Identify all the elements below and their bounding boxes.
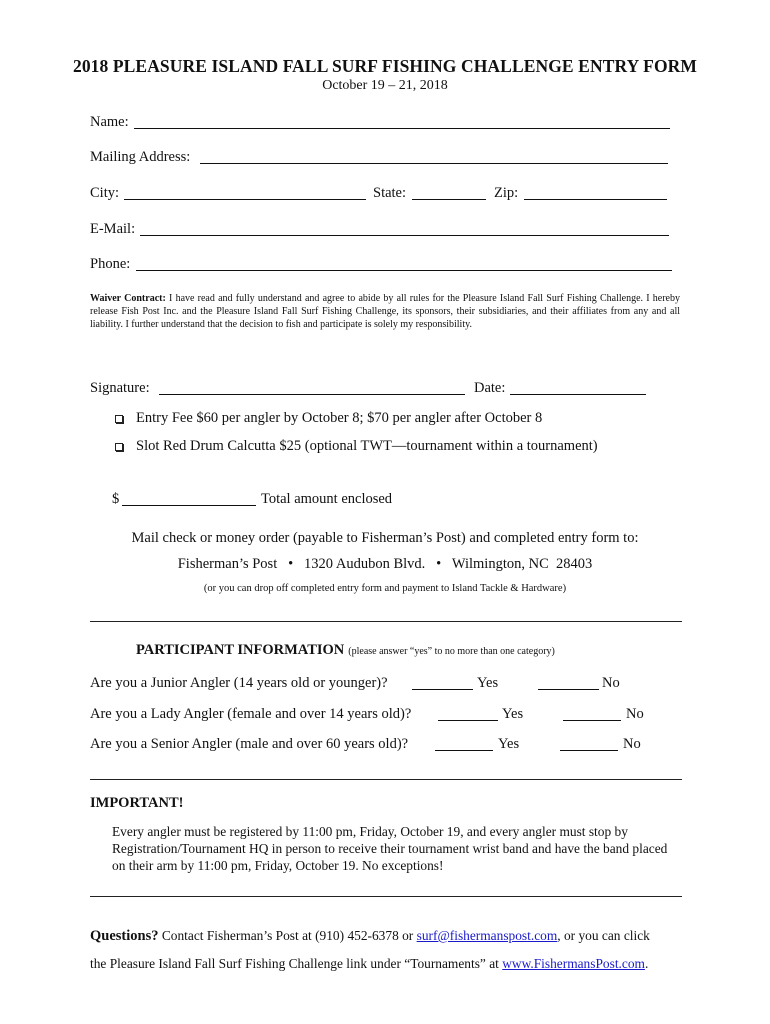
city-field[interactable] — [124, 199, 366, 200]
waiver-label: Waiver Contract: — [90, 293, 166, 304]
questions-text-2: , or you can click — [557, 928, 650, 943]
senior-no-field[interactable] — [560, 750, 618, 751]
email-label: E-Mail: — [90, 221, 136, 237]
signature-field[interactable] — [159, 394, 465, 395]
event-dates: October 19 – 21, 2018 — [322, 78, 448, 93]
city-label: City: — [90, 185, 120, 201]
waiver-contract — [90, 292, 680, 332]
senior-no-label: No — [623, 736, 641, 752]
senior-yes-label: Yes — [498, 736, 520, 752]
calcutta-label: Slot Red Drum Calcutta $25 (optional TWT—tournament within a tournament) — [136, 438, 598, 454]
total-dollar-sign: $ — [112, 491, 120, 507]
entry-fee-label: Entry Fee $60 per angler by October 8; $70 per angler after October 8 — [136, 410, 543, 426]
website-link[interactable]: www.FishermansPost.com — [502, 956, 645, 971]
lady-no-field[interactable] — [563, 720, 621, 721]
mail-address: Fisherman’s Post • 1320 Audubon Blvd. • Wilmington, NC 28403 — [177, 556, 593, 572]
junior-no-label: No — [602, 675, 620, 691]
form-title: 2018 PLEASURE ISLAND FALL SURF FISHING CHALLENGE ENTRY FORM — [72, 56, 698, 76]
state-label: State: — [373, 185, 407, 201]
name-field[interactable] — [134, 128, 670, 129]
calcutta-checkbox[interactable] — [115, 443, 123, 451]
lady-question: Are you a Lady Angler (female and over 14 years old)? — [90, 706, 412, 722]
waiver-text: I have read and fully understand and agree to abide by all rules for the Pleasure Island Fall Surf Fishing Challenge. I hereby release Fish Post Inc. and the Pleasure Island Fall Surf Fishing Challenge, its sponsors, their subsidiaries, and their affiliates from any and all liability. I further understand that the decision to fish and participate is solely my responsibility. — [90, 293, 680, 331]
zip-field[interactable] — [524, 199, 667, 200]
phone-field[interactable] — [136, 270, 672, 271]
participant-heading: PARTICIPANT INFORMATION — [136, 642, 345, 658]
questions-text-4: . — [644, 956, 649, 971]
junior-no-field[interactable] — [538, 689, 599, 690]
date-label: Date: — [474, 380, 506, 396]
questions-text: Contact Fisherman’s Post at (910) 452-6378 or — [158, 928, 417, 943]
junior-yes-label: Yes — [477, 675, 499, 691]
questions-footer — [90, 922, 690, 977]
junior-question: Are you a Junior Angler (14 years old or younger)? — [90, 675, 388, 691]
mailing-address-label: Mailing Address: — [90, 149, 191, 165]
participant-heading-row — [136, 641, 555, 659]
signature-label: Signature: — [90, 380, 150, 396]
entry-fee-checkbox[interactable] — [115, 415, 123, 423]
email-link[interactable]: surf@fishermanspost.com — [416, 928, 558, 943]
important-text: Every angler must be registered by 11:00 pm, Friday, October 19, and every angler must stop by Registration/Tournament HQ in person to receive their tournament wrist band and have the band placed on their arm by 11:00 pm, Friday, October 19. No exceptions! — [112, 824, 668, 873]
total-label: Total amount enclosed — [261, 491, 393, 507]
mailing-address-field[interactable] — [200, 163, 668, 164]
divider — [90, 896, 682, 897]
participant-note: (please answer “yes” to no more than one category) — [348, 646, 555, 657]
senior-question: Are you a Senior Angler (male and over 60 years old)? — [90, 736, 409, 752]
questions-text-3: the Pleasure Island Fall Surf Fishing Challenge link under “Tournaments” at — [90, 956, 503, 971]
senior-yes-field[interactable] — [435, 750, 493, 751]
mail-instruction: Mail check or money order (payable to Fisherman’s Post) and completed entry form to: — [131, 530, 639, 546]
total-amount-field[interactable] — [122, 505, 256, 506]
dropoff-note: (or you can drop off completed entry form and payment to Island Tackle & Hardware) — [203, 583, 567, 594]
questions-label: Questions? — [90, 928, 159, 944]
email-field[interactable] — [140, 235, 669, 236]
divider — [90, 621, 682, 622]
zip-label: Zip: — [494, 185, 519, 201]
junior-yes-field[interactable] — [412, 689, 473, 690]
divider — [90, 779, 682, 780]
name-label: Name: — [90, 114, 129, 130]
important-heading: IMPORTANT! — [90, 795, 184, 811]
state-field[interactable] — [412, 199, 486, 200]
lady-no-label: No — [626, 706, 644, 722]
phone-label: Phone: — [90, 256, 131, 272]
date-field[interactable] — [510, 394, 646, 395]
lady-yes-label: Yes — [502, 706, 524, 722]
lady-yes-field[interactable] — [438, 720, 498, 721]
